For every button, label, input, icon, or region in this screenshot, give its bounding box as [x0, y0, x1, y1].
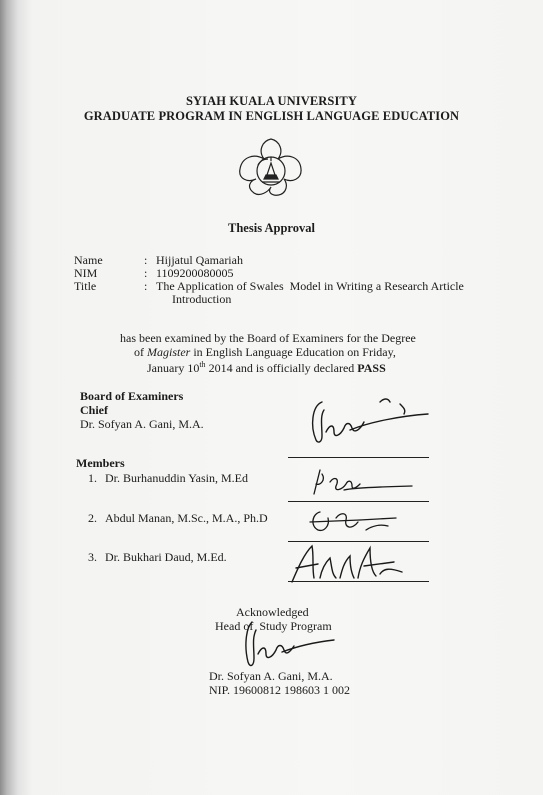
ack-nip: NIP. 19600812 198603 1 002 [209, 683, 351, 697]
statement-line3-mid: 2014 and is officially declared [205, 361, 358, 375]
member-3-signature [284, 538, 414, 586]
university-name: SYIAH KUALA UNIVERSITY [186, 94, 357, 108]
title-value-line1: The Application of Swales Model in Writing a Research Article [156, 279, 464, 293]
member-1-name: Dr. Burhanuddin Yasin, M.Ed [105, 471, 249, 485]
member-1-signature [300, 464, 420, 504]
statement-date: January 10 [147, 361, 200, 375]
ack-name: Dr. Sofyan A. Gani, M.A. [209, 669, 333, 683]
name-colon: : [144, 253, 148, 267]
member-2-name: Abdul Manan, M.Sc., M.A., Ph.D [105, 511, 268, 525]
nim-colon: : [144, 266, 148, 280]
ack-line2: Head of Study Program [215, 619, 332, 633]
signature-line-chief [288, 457, 429, 458]
thesis-approval-title: Thesis Approval [228, 221, 315, 235]
name-value: Hijjatul Qamariah [156, 253, 243, 267]
ack-line1: Acknowledged [236, 605, 309, 619]
title-value-line2: Introduction [172, 292, 232, 306]
member-3-name: Dr. Bukhari Daud, M.Ed. [105, 550, 227, 564]
name-label: Name [74, 253, 103, 267]
title-label: Title [74, 279, 97, 293]
board-heading: Board of Examiners [80, 389, 184, 403]
degree-name: Magister [147, 345, 191, 359]
statement-line3 [147, 357, 386, 376]
statement-line1: has been examined by the Board of Examiners for the Degree [120, 331, 416, 345]
date-suffix: th [199, 360, 206, 369]
statement-line2-suffix: in English Language Education on Friday, [190, 345, 396, 359]
member-3-num: 3. [88, 550, 97, 564]
statement-line2-prefix: of [134, 345, 147, 359]
university-emblem-icon [228, 135, 314, 201]
nim-value: 1109200080005 [156, 266, 234, 280]
program-name: GRADUATE PROGRAM IN ENGLISH LANGUAGE EDUCATION [83, 109, 460, 123]
member-2-num: 2. [88, 511, 97, 525]
member-2-signature [300, 500, 410, 542]
members-label: Members [76, 456, 125, 470]
head-signature [238, 618, 338, 674]
member-1-num: 1. [88, 471, 97, 485]
nim-label: NIM [74, 266, 98, 280]
chief-signature [300, 392, 435, 457]
title-colon: : [144, 279, 148, 293]
chief-name: Dr. Sofyan A. Gani, M.A. [80, 417, 204, 431]
result-pass: PASS [357, 361, 386, 375]
chief-label: Chief [80, 403, 108, 417]
